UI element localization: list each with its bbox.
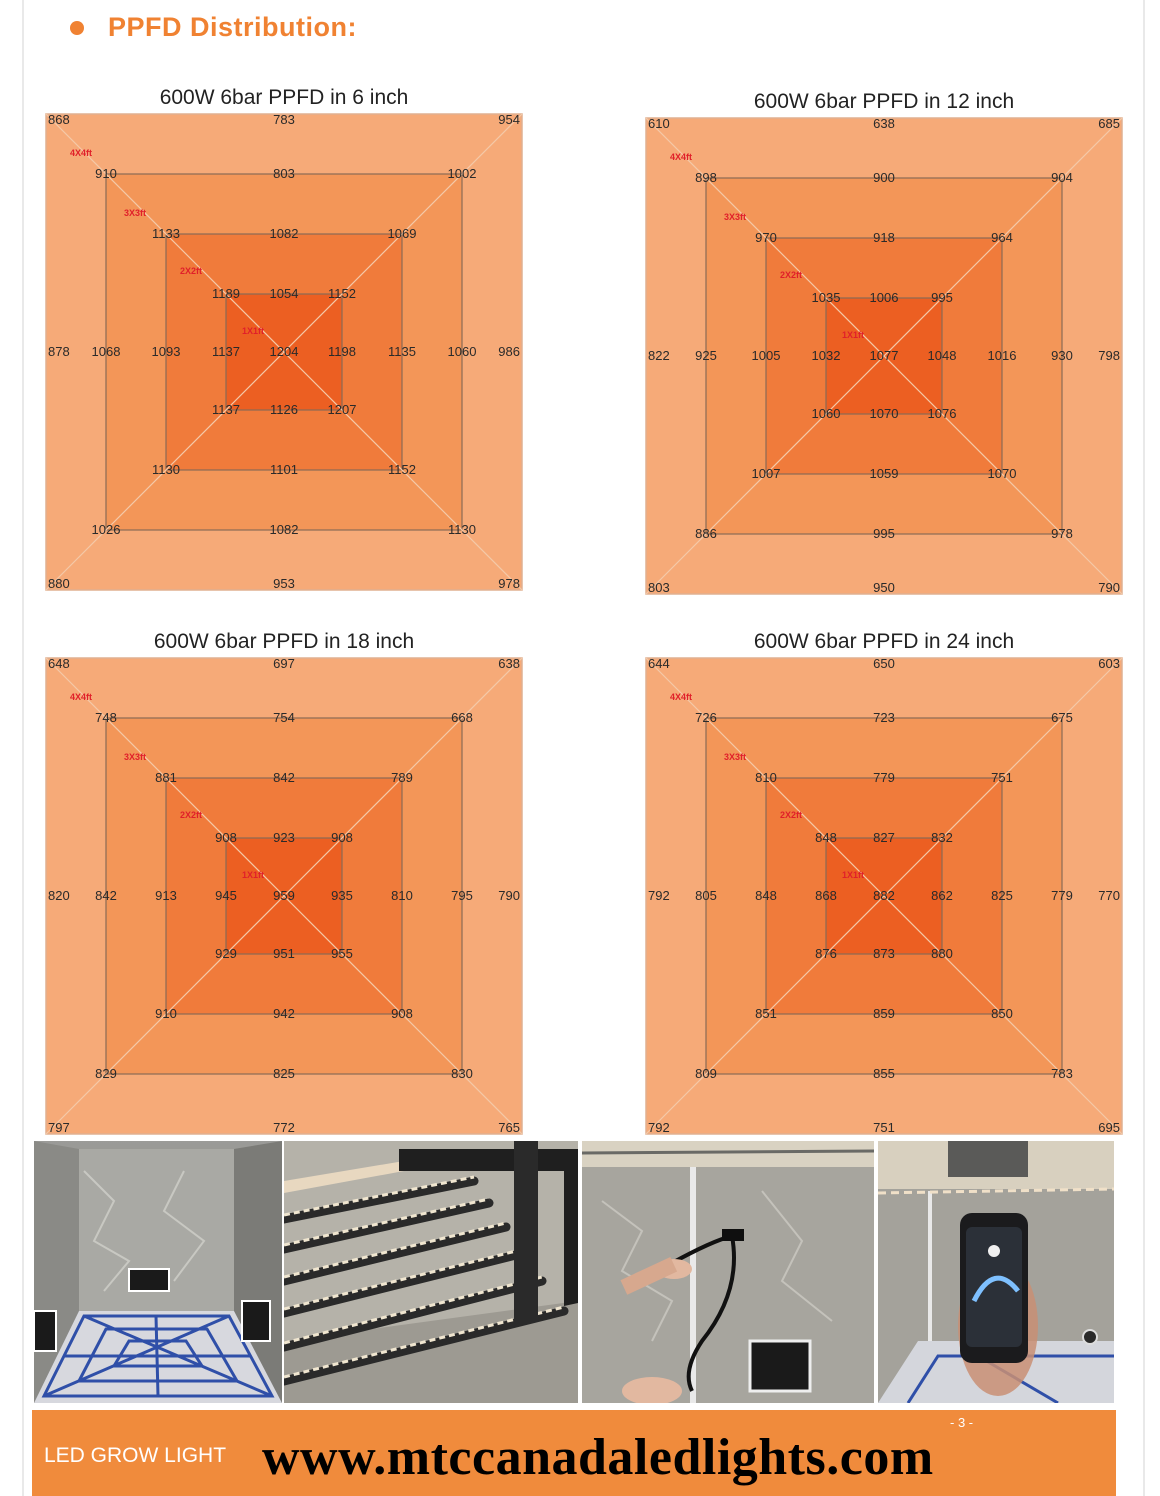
ppfd-value: 848 <box>815 830 837 845</box>
ppfd-value: 880 <box>48 576 70 591</box>
page-border-left <box>22 0 24 1496</box>
ppfd-value: 995 <box>931 290 953 305</box>
ppfd-value: 913 <box>155 888 177 903</box>
ppfd-value: 1093 <box>151 344 181 359</box>
ppfd-value: 886 <box>695 526 717 541</box>
ppfd-value: 950 <box>873 580 895 595</box>
ppfd-value: 935 <box>331 888 353 903</box>
ppfd-value: 770 <box>1098 888 1120 903</box>
zone-label: 3X3ft <box>124 752 147 762</box>
photo-measuring-sensor <box>582 1141 874 1403</box>
ppfd-value: 825 <box>273 1066 295 1081</box>
ppfd-value: 951 <box>273 946 295 961</box>
zone-label: 1X1ft <box>242 326 265 336</box>
ppfd-value: 697 <box>273 656 295 671</box>
ppfd-value: 882 <box>873 888 895 903</box>
ppfd-value: 805 <box>695 888 717 903</box>
ppfd-value: 789 <box>391 770 413 785</box>
ppfd-value: 1137 <box>212 344 240 359</box>
ppfd-value: 797 <box>48 1120 70 1135</box>
page-title: PPFD Distribution: <box>108 12 357 42</box>
ppfd-value: 1130 <box>448 522 476 537</box>
ppfd-value: 779 <box>1051 888 1073 903</box>
ppfd-value: 803 <box>273 166 295 181</box>
ppfd-value: 955 <box>331 946 353 961</box>
zone-label: 3X3ft <box>124 208 147 218</box>
zone-label: 2X2ft <box>180 810 203 820</box>
ppfd-value: 790 <box>498 888 520 903</box>
page-border-right <box>1143 0 1145 1496</box>
ppfd-value: 978 <box>1051 526 1073 541</box>
ppfd-value: 925 <box>695 348 717 363</box>
ppfd-value: 953 <box>273 576 295 591</box>
zone-label: 2X2ft <box>780 270 803 280</box>
ppfd-value: 978 <box>498 576 520 591</box>
ppfd-value: 995 <box>873 526 895 541</box>
ppfd-value: 876 <box>815 946 837 961</box>
ppfd-value: 859 <box>873 1006 895 1021</box>
ppfd-value: 1076 <box>927 406 957 421</box>
ppfd-chart-18-inch-svg <box>44 628 524 1138</box>
photo-phone-app-reading <box>878 1141 1114 1403</box>
ppfd-value: 1137 <box>212 402 240 417</box>
ppfd-value: 1005 <box>751 348 781 363</box>
ppfd-value: 668 <box>451 710 473 725</box>
section-header <box>70 12 357 43</box>
ppfd-value: 695 <box>1098 1120 1120 1135</box>
ppfd-value: 822 <box>648 348 670 363</box>
ppfd-value: 1048 <box>927 348 957 363</box>
ppfd-value: 603 <box>1098 656 1120 671</box>
ppfd-value: 644 <box>648 656 670 671</box>
ppfd-value: 1135 <box>388 344 416 359</box>
ppfd-value: 832 <box>931 830 953 845</box>
ppfd-value: 910 <box>155 1006 177 1021</box>
ppfd-chart-12-inch-svg <box>644 88 1124 598</box>
ppfd-value: 908 <box>215 830 237 845</box>
ppfd-value: 868 <box>815 888 837 903</box>
zone-label: 1X1ft <box>242 870 265 880</box>
ppfd-value: 792 <box>648 1120 670 1135</box>
ppfd-value: 1133 <box>152 226 180 241</box>
ppfd-chart-24-inch <box>644 628 1124 1143</box>
ppfd-value: 798 <box>1098 348 1120 363</box>
ppfd-value: 1032 <box>811 348 841 363</box>
ppfd-value: 850 <box>991 1006 1013 1021</box>
ppfd-value: 1152 <box>328 286 356 301</box>
ppfd-value: 908 <box>391 1006 413 1021</box>
ppfd-value: 648 <box>48 656 70 671</box>
ppfd-value: 810 <box>391 888 413 903</box>
ppfd-value: 1026 <box>91 522 121 537</box>
ppfd-value: 685 <box>1098 116 1120 131</box>
ppfd-value: 638 <box>498 656 520 671</box>
ppfd-value: 1035 <box>811 290 841 305</box>
ppfd-value: 675 <box>1051 710 1073 725</box>
ppfd-value: 918 <box>873 230 895 245</box>
ppfd-chart-24-inch-svg <box>644 628 1124 1138</box>
ppfd-chart-12-inch <box>644 88 1124 603</box>
zone-label: 4X4ft <box>70 692 93 702</box>
ppfd-value: 795 <box>451 888 473 903</box>
chart-title: 600W 6bar PPFD in 12 inch <box>753 90 1015 113</box>
ppfd-value: 954 <box>498 112 520 127</box>
ppfd-value: 842 <box>95 888 117 903</box>
ppfd-value: 1082 <box>269 522 299 537</box>
ppfd-value: 1054 <box>269 286 299 301</box>
ppfd-value: 1069 <box>387 226 417 241</box>
ppfd-chart-18-inch <box>44 628 524 1143</box>
ppfd-value: 783 <box>273 112 295 127</box>
ppfd-value: 1059 <box>869 466 899 481</box>
photo-strip <box>34 1141 1114 1403</box>
ppfd-value: 610 <box>648 116 670 131</box>
footer-brand: LED GROW LIGHT <box>44 1444 227 1467</box>
ppfd-value: 868 <box>48 112 70 127</box>
zone-label: 3X3ft <box>724 212 747 222</box>
ppfd-value: 959 <box>273 888 295 903</box>
ppfd-value: 751 <box>873 1120 895 1135</box>
footer-bar <box>32 1410 1116 1496</box>
ppfd-value: 726 <box>695 710 717 725</box>
chart-title: 600W 6bar PPFD in 24 inch <box>753 630 1015 653</box>
ppfd-value: 820 <box>48 888 70 903</box>
ppfd-value: 898 <box>695 170 717 185</box>
ppfd-value: 772 <box>273 1120 295 1135</box>
page-number: - 3 - <box>950 1415 974 1430</box>
ppfd-value: 790 <box>1098 580 1120 595</box>
ppfd-value: 929 <box>215 946 237 961</box>
ppfd-value: 878 <box>48 344 70 359</box>
ppfd-value: 751 <box>991 770 1013 785</box>
ppfd-value: 1007 <box>751 466 781 481</box>
ppfd-value: 1060 <box>811 406 841 421</box>
ppfd-value: 964 <box>991 230 1013 245</box>
ppfd-value: 1207 <box>327 402 357 417</box>
ppfd-value: 1070 <box>869 406 899 421</box>
ppfd-value: 638 <box>873 116 895 131</box>
ppfd-value: 1082 <box>269 226 299 241</box>
ppfd-value: 1152 <box>388 462 416 477</box>
ppfd-value: 1198 <box>328 344 356 359</box>
ppfd-value: 923 <box>273 830 295 845</box>
ppfd-value: 862 <box>931 888 953 903</box>
photo-led-bars <box>284 1141 578 1403</box>
chart-title: 600W 6bar PPFD in 18 inch <box>153 630 415 653</box>
zone-label: 4X4ft <box>670 692 693 702</box>
ppfd-value: 881 <box>155 770 177 785</box>
ppfd-value: 754 <box>273 710 295 725</box>
zone-label: 3X3ft <box>724 752 747 762</box>
ppfd-value: 827 <box>873 830 895 845</box>
photo-tent-floor-grid <box>34 1141 282 1403</box>
ppfd-value: 1002 <box>447 166 477 181</box>
ppfd-value: 1070 <box>987 466 1017 481</box>
ppfd-value: 1204 <box>269 344 299 359</box>
ppfd-value: 825 <box>991 888 1013 903</box>
ppfd-value: 723 <box>873 710 895 725</box>
zone-label: 2X2ft <box>780 810 803 820</box>
ppfd-value: 1189 <box>212 286 240 301</box>
ppfd-value: 1060 <box>447 344 477 359</box>
ppfd-value: 748 <box>95 710 117 725</box>
ppfd-value: 930 <box>1051 348 1073 363</box>
zone-label: 2X2ft <box>180 266 203 276</box>
ppfd-value: 809 <box>695 1066 717 1081</box>
ppfd-value: 970 <box>755 230 777 245</box>
ppfd-value: 855 <box>873 1066 895 1081</box>
ppfd-value: 1126 <box>270 402 298 417</box>
ppfd-value: 942 <box>273 1006 295 1021</box>
ppfd-value: 783 <box>1051 1066 1073 1081</box>
ppfd-value: 986 <box>498 344 520 359</box>
ppfd-value: 873 <box>873 946 895 961</box>
ppfd-value: 880 <box>931 946 953 961</box>
ppfd-value: 910 <box>95 166 117 181</box>
footer-website: www.mtccanadaledlights.com <box>262 1429 934 1486</box>
zone-label: 4X4ft <box>70 148 93 158</box>
zone-label: 1X1ft <box>842 330 865 340</box>
ppfd-value: 1016 <box>987 348 1017 363</box>
ppfd-value: 1130 <box>152 462 180 477</box>
ppfd-value: 842 <box>273 770 295 785</box>
ppfd-value: 900 <box>873 170 895 185</box>
ppfd-value: 1006 <box>869 290 899 305</box>
ppfd-value: 1077 <box>869 348 899 363</box>
ppfd-value: 851 <box>755 1006 777 1021</box>
ppfd-value: 904 <box>1051 170 1073 185</box>
ppfd-value: 1068 <box>91 344 121 359</box>
ppfd-value: 908 <box>331 830 353 845</box>
ppfd-value: 830 <box>451 1066 473 1081</box>
ppfd-value: 945 <box>215 888 237 903</box>
ppfd-value: 779 <box>873 770 895 785</box>
ppfd-chart-6-inch <box>44 84 524 599</box>
ppfd-value: 803 <box>648 580 670 595</box>
chart-title: 600W 6bar PPFD in 6 inch <box>159 86 409 109</box>
ppfd-value: 765 <box>498 1120 520 1135</box>
zone-label: 4X4ft <box>670 152 693 162</box>
ppfd-value: 829 <box>95 1066 117 1081</box>
ppfd-value: 810 <box>755 770 777 785</box>
zone-label: 1X1ft <box>842 870 865 880</box>
ppfd-value: 848 <box>755 888 777 903</box>
ppfd-value: 650 <box>873 656 895 671</box>
ppfd-value: 1101 <box>270 462 298 477</box>
ppfd-chart-6-inch-svg <box>44 84 524 594</box>
ppfd-value: 792 <box>648 888 670 903</box>
bullet-icon <box>70 21 84 35</box>
